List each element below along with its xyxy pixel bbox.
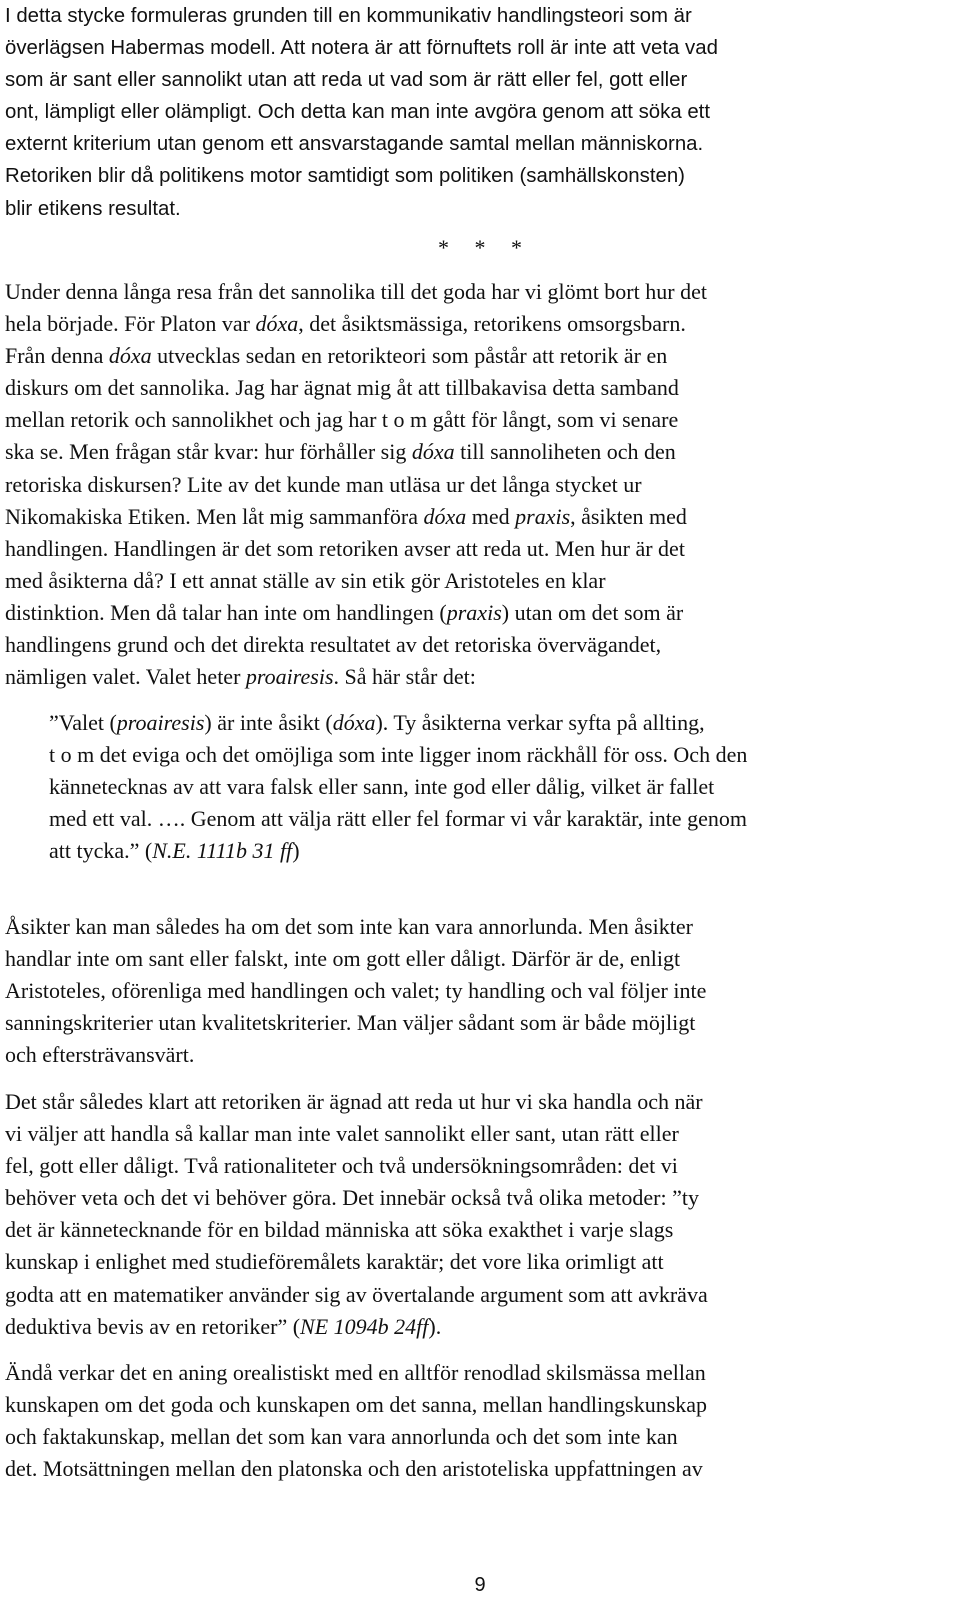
text-line: externt kriterium utan genom ett ansvarstagande samtal mellan människorna. [5,133,704,156]
text-line: fel, gott eller dåligt. Två rationaliteter och två undersökningsområden: det vi [5,1153,678,1179]
text-line: deduktiva bevis av en retoriker” (NE 1094b 24ff). [5,1313,442,1339]
text-line: nämligen valet. Valet heter proairesis. Så här står det: [5,664,476,690]
text-line: mellan retorik och sannolikhet och jag har t o m gått för långt, som vi senare [5,407,679,433]
text-line: det. Motsättningen mellan den platonska och den aristoteliska uppfattningen av [5,1456,703,1482]
text-line: hela började. För Platon var dóxa, det åsiktsmässiga, retorikens omsorgsbarn. [5,311,686,337]
text-line: och faktakunskap, mellan det som kan vara annorlunda och det som inte kan [5,1424,678,1450]
text-line: blir etikens resultat. [5,197,181,220]
text-line: godta att en matematiker använder sig av övertalande argument som att avkräva [5,1281,708,1307]
text-line: att tycka.” (N.E. 1111b 31 ff) [49,838,300,864]
text-line: Det står således klart att retoriken är ägnad att reda ut hur vi ska handla och när [5,1089,703,1114]
text-line: handlingens grund och det direkta resultatet av det retoriska övervägandet, [5,632,662,658]
section-separator: * * * [438,235,532,260]
text-line: med åsikterna då? I ett annat ställe av sin etik gör Aristoteles en klar [5,567,606,593]
paragraph-4 [5,1086,955,1343]
text-line: som är sant eller sannolikt utan att reda ut vad som är rätt eller fel, gott eller [5,69,688,92]
text-line: kunskap i enlighet med studieföremålets karaktär; det vore lika orimligt att [5,1249,664,1275]
text-line: med ett val. …. Genom att välja rätt eller fel formar vi vår karaktär, inte genom [49,806,747,832]
text-line: ”Valet (proairesis) är inte åsikt (dóxa). Ty åsikterna verkar syfta på allting, [49,710,705,735]
text-line: sanningskriterier utan kvalitetskriterier. Man väljer sådant som är både möjligt [5,1010,696,1036]
text-line: handlingen. Handlingen är det som retoriken avser att reda ut. Men hur är det [5,535,685,561]
text-line: Under denna långa resa från det sannolika till det goda har vi glömt bort hur det [5,279,707,304]
text-line: kännetecknas av att vara falsk eller sann, inte god eller dålig, vilket är fallet [49,774,715,800]
text-line: det är kännetecknande för en bildad människa att söka exakthet i varje slags [5,1217,674,1243]
text-line: och eftersträvansvärt. [5,1042,195,1068]
text-line: Från denna dóxa utvecklas sedan en retorikteori som påstår att retorik är en [5,343,668,369]
text-line: retoriska diskursen? Lite av det kunde man utläsa ur det långa stycket ur [5,471,642,497]
text-line: Ändå verkar det en aning orealistiskt med en alltför renodlad skilsmässa mellan [5,1360,706,1385]
text-line: distinktion. Men då talar han inte om handlingen (praxis) utan om det som är [5,599,684,625]
text-line: Retoriken blir då politikens motor samtidigt som politiken (samhällskonsten) [5,165,685,188]
text-line: t o m det eviga och det omöjliga som inte ligger inom räckhåll för oss. Och den [49,742,748,768]
text-line: Nikomakiska Etiken. Men låt mig sammanföra dóxa med praxis, åsikten med [5,503,687,529]
page-number: 9 [474,1574,486,1596]
text-line: diskurs om det sannolika. Jag har ägnat mig åt att tillbakavisa detta samband [5,375,679,401]
text-line: kunskapen om det goda och kunskapen om det sanna, mellan handlingskunskap [5,1392,708,1418]
block-quote [49,707,955,867]
paragraph-2 [5,276,955,693]
text-line: ont, lämpligt eller olämpligt. Och detta kan man inte avgöra genom att söka ett [5,101,710,124]
text-line: Åsikter kan man således ha om det som inte kan vara annorlunda. Men åsikter [5,914,693,939]
paragraph-5 [5,1357,955,1485]
paragraph-3 [5,911,955,1071]
text-line: I detta stycke formuleras grunden till en kommunikativ handlingsteori som är [5,5,692,27]
text-line: vi väljer att handla så kallar man inte valet sannolikt eller sant, utan rätt eller [5,1121,679,1147]
paragraph-1 [5,0,955,225]
text-line: behöver veta och det vi behöver göra. Det innebär också två olika metoder: ”ty [5,1185,699,1211]
text-line: Aristoteles, oförenliga med handlingen och valet; ty handling och val följer inte [5,978,707,1004]
text-line: överlägsen Habermas modell. Att notera är att förnuftets roll är inte att veta vad [5,37,718,60]
text-line: ska se. Men frågan står kvar: hur förhåller sig dóxa till sannoliheten och den [5,439,676,465]
text-line: handlar inte om sant eller falskt, inte om gott eller dåligt. Därför är de, enligt [5,946,681,972]
